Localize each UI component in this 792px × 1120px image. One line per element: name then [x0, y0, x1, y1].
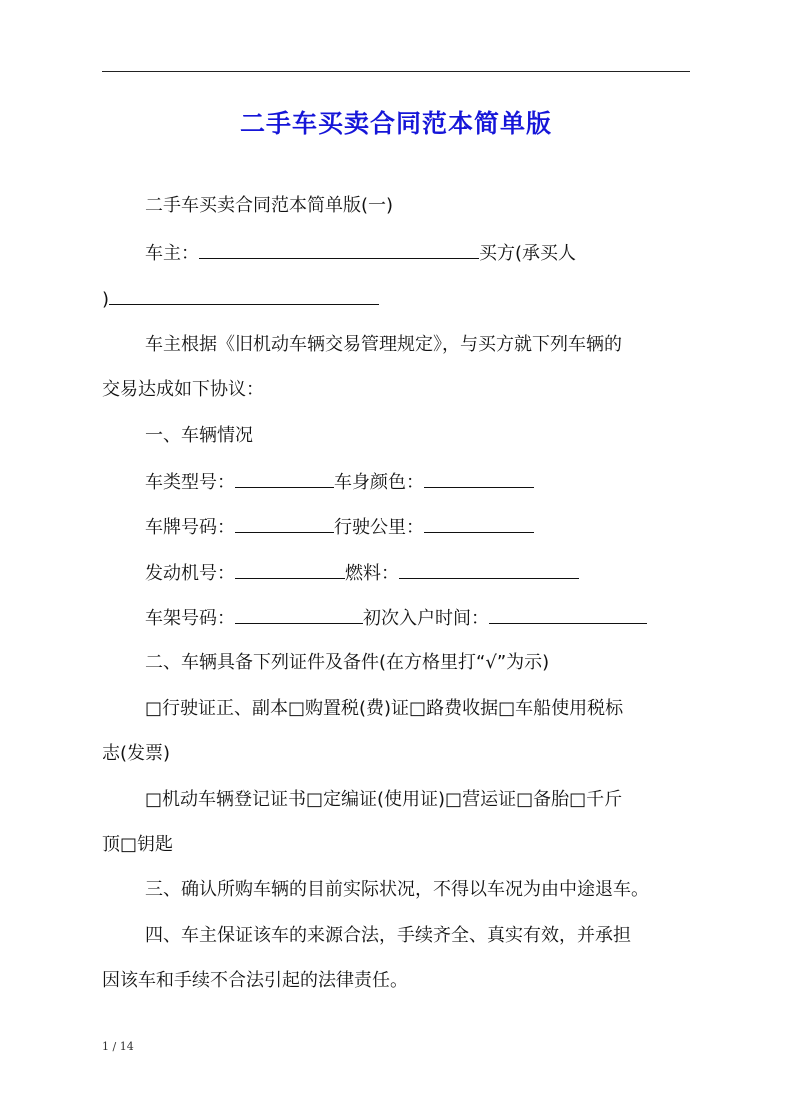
color-blank[interactable]	[424, 469, 534, 488]
document-subtitle: 二手车买卖合同范本简单版(一)	[145, 195, 394, 216]
model-blank[interactable]	[235, 469, 334, 488]
registration-blank[interactable]	[489, 605, 647, 624]
engine-fuel-line	[145, 560, 579, 587]
buyer-close: )	[102, 289, 110, 310]
buyer-blank[interactable]	[109, 286, 379, 305]
fuel-label: 燃料：	[345, 563, 399, 584]
checklist-line-1: □行驶证正、副本□购置税(费)证□路费收据□车船使用税标	[145, 698, 624, 719]
frame-blank[interactable]	[235, 605, 363, 624]
section-2-heading: 二、车辆具备下列证件及备件(在方格里打“√”为示)	[145, 652, 550, 673]
buyer-label: 买方(承买人	[479, 243, 577, 264]
fuel-blank[interactable]	[399, 560, 579, 579]
checklist-line-3: □机动车辆登记证书□定编证(使用证)□营运证□备胎□千斤	[145, 789, 623, 810]
checklist-line-2: 志(发票)	[102, 743, 171, 764]
section-4-line-2: 因该车和手续不合法引起的法律责任。	[102, 970, 408, 991]
owner-blank[interactable]	[199, 240, 479, 259]
buyer-line	[102, 286, 379, 313]
model-color-line	[145, 469, 534, 496]
intro-line-2: 交易达成如下协议：	[102, 379, 264, 400]
owner-label: 车主：	[145, 243, 199, 264]
section-3: 三、确认所购车辆的目前实际状况，不得以车况为由中途退车。	[145, 879, 649, 900]
plate-label: 车牌号码：	[145, 517, 235, 538]
frame-registration-line	[145, 605, 647, 632]
plate-mileage-line	[145, 514, 534, 541]
color-label: 车身颜色：	[334, 472, 424, 493]
mileage-label: 行驶公里：	[334, 517, 424, 538]
mileage-blank[interactable]	[424, 514, 534, 533]
registration-label: 初次入户时间：	[363, 608, 489, 629]
section-1-heading: 一、车辆情况	[145, 425, 253, 446]
section-4-line-1: 四、车主保证该车的来源合法，手续齐全、真实有效，并承担	[145, 925, 631, 946]
checklist-line-4: 顶□钥匙	[102, 834, 174, 855]
engine-label: 发动机号：	[145, 563, 235, 584]
intro-line-1: 车主根据《旧机动车辆交易管理规定》，与买方就下列车辆的	[145, 334, 622, 355]
engine-blank[interactable]	[235, 560, 345, 579]
owner-buyer-line	[145, 240, 576, 267]
header-rule	[102, 71, 690, 72]
plate-blank[interactable]	[235, 514, 334, 533]
document-title: 二手车买卖合同范本简单版	[239, 109, 552, 138]
model-label: 车类型号：	[145, 472, 235, 493]
page-number: 1 / 14	[102, 1040, 134, 1053]
frame-label: 车架号码：	[145, 608, 235, 629]
